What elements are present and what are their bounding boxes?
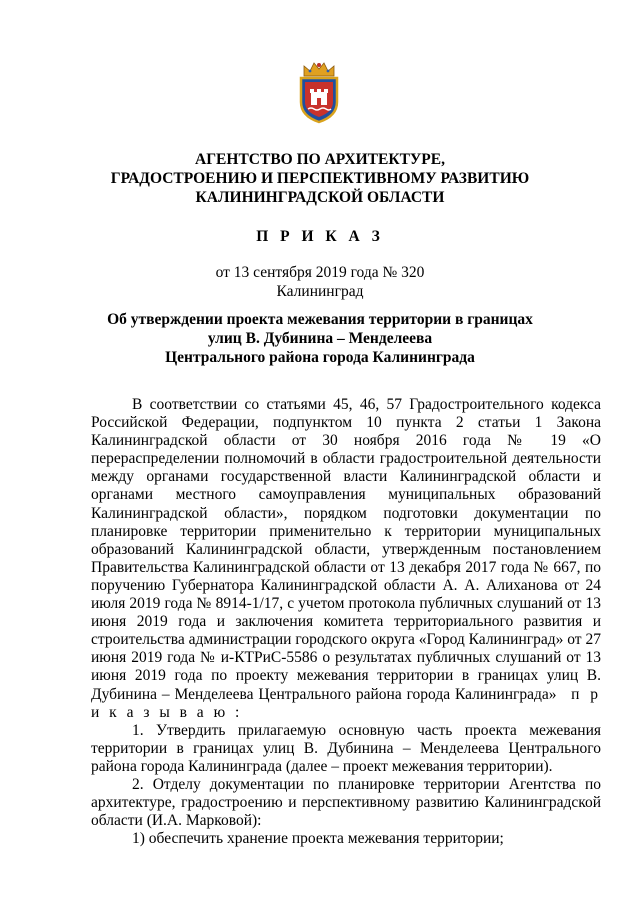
coat-of-arms-emblem: [296, 60, 342, 124]
document-type-title: П Р И К А З: [256, 228, 384, 245]
agency-line-1: АГЕНТСТВО ПО АРХИТЕКТУРЕ,: [195, 151, 445, 168]
preamble-paragraph: [91, 396, 601, 722]
order-date-block: [0, 263, 640, 301]
order-date: от 13 сентября 2019 года № 320: [215, 264, 425, 281]
item-2-paragraph: 2. Отделу документации по планировке территории Агентства по архитектуре, градостроению и перспективному развитию Калининградской области (И.А. Марковой):: [91, 775, 601, 830]
subject-line-3: Центрального района города Калининграда: [165, 349, 475, 366]
order-city: Калининград: [276, 283, 364, 300]
order-subject: [0, 310, 640, 367]
subject-line-1: Об утверждении проекта межевания территории в границах: [107, 311, 533, 328]
agency-line-2: ГРАДОСТРОЕНИЮ И ПЕРСПЕКТИВНОМУ РАЗВИТИЮ: [110, 170, 530, 187]
item-1-paragraph: 1. Утвердить прилагаемую основную часть проекта межевания территории в границах улиц В. Дубинина – Менделеева Центрального района города Калининграда (далее – проект межевания территории).: [91, 721, 601, 775]
preamble-text: В соответствии со статьями 45, 46, 57 Градостроительного кодекса Российской Федерации, подпунктом 10 пункта 2 статьи 1 Закона Калининградской области от 30 ноября 2016 года № 19 «О перераспределении полномочий в области градостроительной деятельности между органами государственной власти Калининградской области и органами местного самоуправления муниципальных образований Калининградской области», порядком подготовки документации по планировке территории применительно к территории муниципальных образований Калининградской области, утвержденным постановлением Правительства Калининградской области от 13 декабря 2017 года № 667, по поручению Губернатора Калининградской области А. А. Алиханова от 24 июля 2019 года № 8914-1/17, с учетом протокола публичных слушаний от 13 июня 2019 года и заключения комитета территориального развития и строительства администрации городского округа «Город Калининград» от 27 июня 2019 года № и-КТРиС-5586 о результатах публичных слушаний от 13 июня 2019 года по проекту межевания территории в границах улиц В. Дубинина – Менделеева Центрального района города Калининграда»: [91, 396, 601, 703]
order-verb: п р и к а з ы в а ю :: [91, 685, 602, 721]
agency-line-3: КАЛИНИНГРАДСКОЙ ОБЛАСТИ: [195, 189, 445, 206]
item-2-1-paragraph: 1) обеспечить хранение проекта межевания территории;: [132, 830, 504, 848]
agency-name: [60, 150, 580, 207]
order-body: [91, 396, 601, 848]
subject-line-2: улиц В. Дубинина – Менделеева: [207, 330, 433, 347]
